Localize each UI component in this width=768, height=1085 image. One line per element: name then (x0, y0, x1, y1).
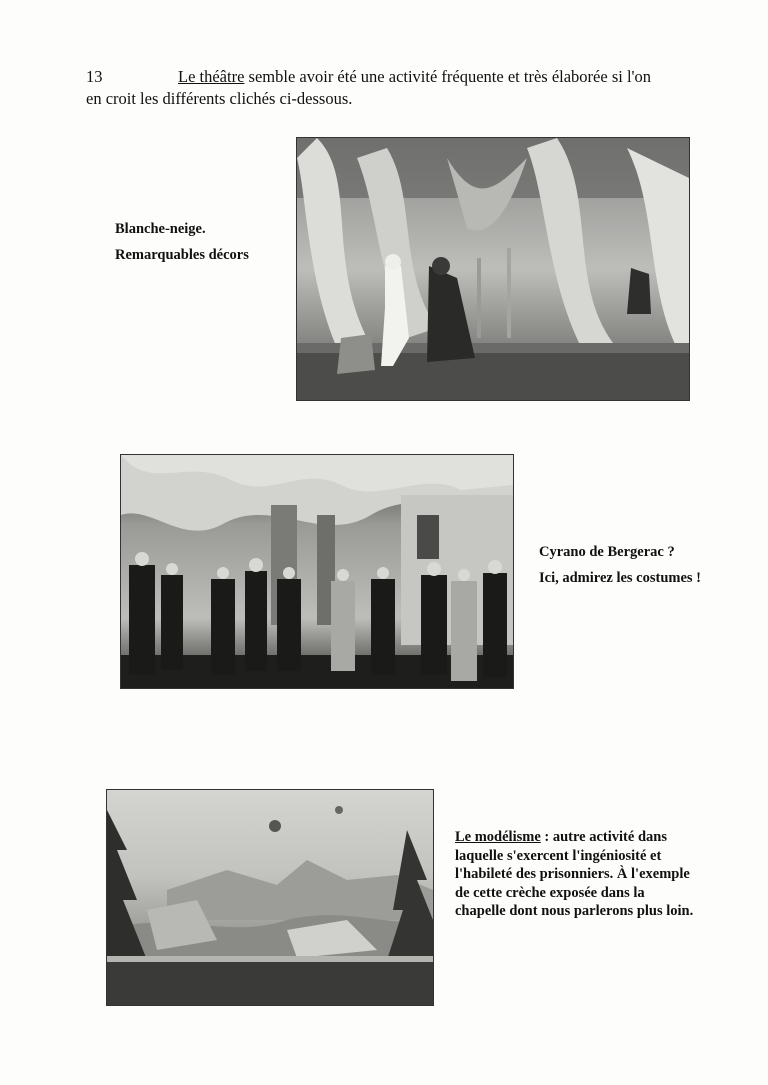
caption-modelisme-line-3: l'habileté des prisonniers. À l'exemple (455, 866, 690, 882)
caption-cyrano-line-1: Cyrano de Bergerac ? (539, 544, 675, 560)
caption-blanche-neige-line-2: Remarquables décors (115, 247, 249, 263)
intro-topic: Le théâtre (178, 67, 245, 86)
caption-modelisme-line-4: de cette crèche exposée dans la (455, 884, 645, 901)
caption-modelisme-line-2: laquelle s'exercent l'ingéniosité et (455, 847, 662, 864)
caption-cyrano-line-2: Ici, admirez les costumes ! (539, 570, 702, 586)
caption-cyrano (539, 539, 701, 591)
intro-line-2: en croit les différents clichés ci-dessous. (86, 89, 353, 108)
caption-modelisme (455, 828, 745, 921)
caption-modelisme-line-5: chapelle dont nous parlerons plus loin. (455, 903, 694, 919)
modelisme-line-1-text: : autre activité dans (540, 829, 667, 845)
modelisme-topic: Le modélisme (455, 829, 541, 845)
intro-line-1 (86, 66, 726, 88)
intro-line-1-text: semble avoir été une activité fréquente et très élaborée si l'on (244, 67, 652, 86)
page-number: 13 (86, 67, 103, 86)
photo-cyrano (120, 454, 514, 689)
photo-creche (106, 789, 434, 1006)
intro-paragraph (86, 66, 726, 110)
caption-blanche-neige-line-1: Blanche-neige. (115, 221, 206, 237)
caption-modelisme-line-1 (455, 828, 745, 847)
caption-blanche-neige (115, 216, 249, 268)
photo-blanche-neige (296, 137, 690, 401)
